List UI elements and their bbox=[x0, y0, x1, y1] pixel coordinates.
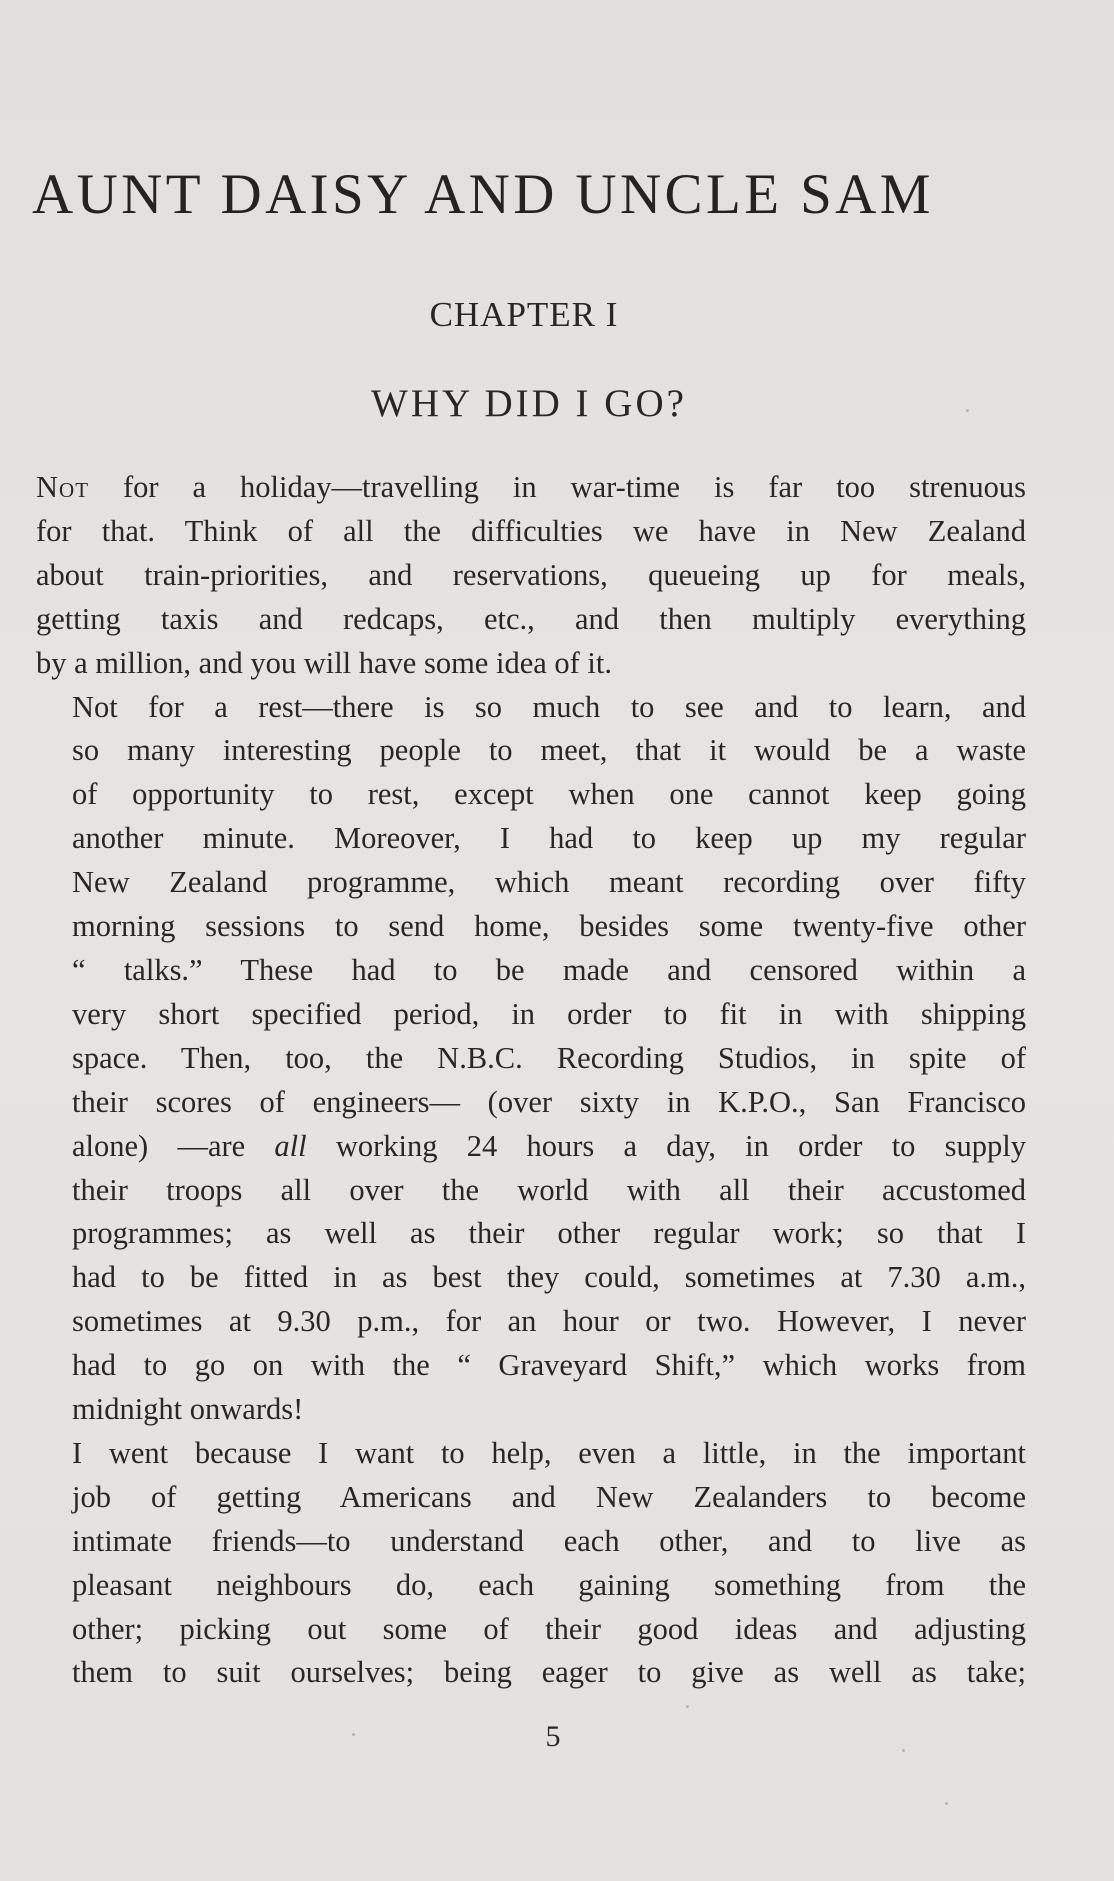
text-line: Not for a rest—there is so much to see and to learn, and bbox=[72, 689, 1026, 724]
text-line: sometimes at 9.30 p.m., for an hour or two. However, I never bbox=[72, 1304, 1026, 1339]
paragraph-1 bbox=[36, 466, 1026, 686]
paragraph-3 bbox=[36, 1432, 1026, 1695]
text-line: morning sessions to send home, besides some twenty-five other bbox=[72, 909, 1026, 944]
text-line: their troops all over the world with all their accustomed bbox=[72, 1172, 1026, 1207]
paper-speck bbox=[902, 1749, 905, 1752]
emphasized-word: all bbox=[274, 1128, 307, 1163]
text-line: of opportunity to rest, except when one cannot keep going bbox=[72, 777, 1026, 812]
text-line: pleasant neighbours do, each gaining something from the bbox=[72, 1567, 1026, 1602]
page-number: 5 bbox=[545, 1720, 561, 1753]
paper-speck bbox=[966, 409, 969, 412]
text-segment: working 24 hours a day, in order to supply bbox=[306, 1128, 1026, 1163]
text-line: other; picking out some of their good ideas and adjusting bbox=[72, 1611, 1026, 1646]
text-line: intimate friends—to understand each other, and to live as bbox=[72, 1523, 1026, 1558]
body-text bbox=[36, 466, 1026, 1695]
text-line: their scores of engineers— (over sixty in K.P.O., San Francisco bbox=[72, 1084, 1026, 1119]
text-line: had to go on with the “ Graveyard Shift,” which works from bbox=[72, 1348, 1026, 1383]
text-line: programmes; as well as their other regular work; so that I bbox=[72, 1216, 1026, 1251]
text-line: had to be fitted in as best they could, sometimes at 7.30 a.m., bbox=[72, 1260, 1026, 1295]
text-line: New Zealand programme, which meant recording over fifty bbox=[72, 865, 1026, 900]
text-line: very short specified period, in order to fit in with shipping bbox=[72, 996, 1026, 1031]
text-line: them to suit ourselves; being eager to give as well as take; bbox=[72, 1655, 1026, 1690]
text-line: by a million, and you will have some idea of it. bbox=[36, 645, 613, 680]
paper-speck bbox=[352, 1733, 355, 1736]
text-segment: alone) —are bbox=[72, 1128, 275, 1163]
text-line: “ talks.” These had to be made and censored within a bbox=[72, 952, 1026, 987]
paragraph-2 bbox=[36, 686, 1026, 1432]
text-line: space. Then, too, the N.B.C. Recording Studios, in spite of bbox=[72, 1040, 1026, 1075]
text-line bbox=[36, 1125, 1026, 1169]
text-line: about train-priorities, and reservations, queueing up for meals, bbox=[36, 557, 1026, 592]
text-line: job of getting Americans and New Zealanders to become bbox=[72, 1479, 1026, 1514]
paper-speck bbox=[686, 1705, 689, 1708]
book-title: AUNT DAISY AND UNCLE SAM bbox=[32, 163, 934, 226]
text-line: for that. Think of all the difficulties we have in New Zealand bbox=[36, 513, 1026, 548]
text-line: so many interesting people to meet, that it would be a waste bbox=[72, 733, 1026, 768]
drop-word: Not bbox=[36, 470, 90, 504]
text-line: I went because I want to help, even a little, in the important bbox=[72, 1435, 1026, 1470]
text-line bbox=[36, 466, 1026, 510]
text-line: getting taxis and redcaps, etc., and then multiply everything bbox=[36, 601, 1026, 636]
text-line: midnight onwards! bbox=[72, 1392, 304, 1427]
paper-speck bbox=[945, 1802, 948, 1805]
text-line: another minute. Moreover, I had to keep up my regular bbox=[72, 821, 1026, 856]
text-line-rest: for a holiday—travelling in war-time is far too strenuous bbox=[89, 470, 1026, 504]
chapter-label: CHAPTER I bbox=[429, 295, 619, 334]
chapter-title: WHY DID I GO? bbox=[371, 382, 687, 425]
